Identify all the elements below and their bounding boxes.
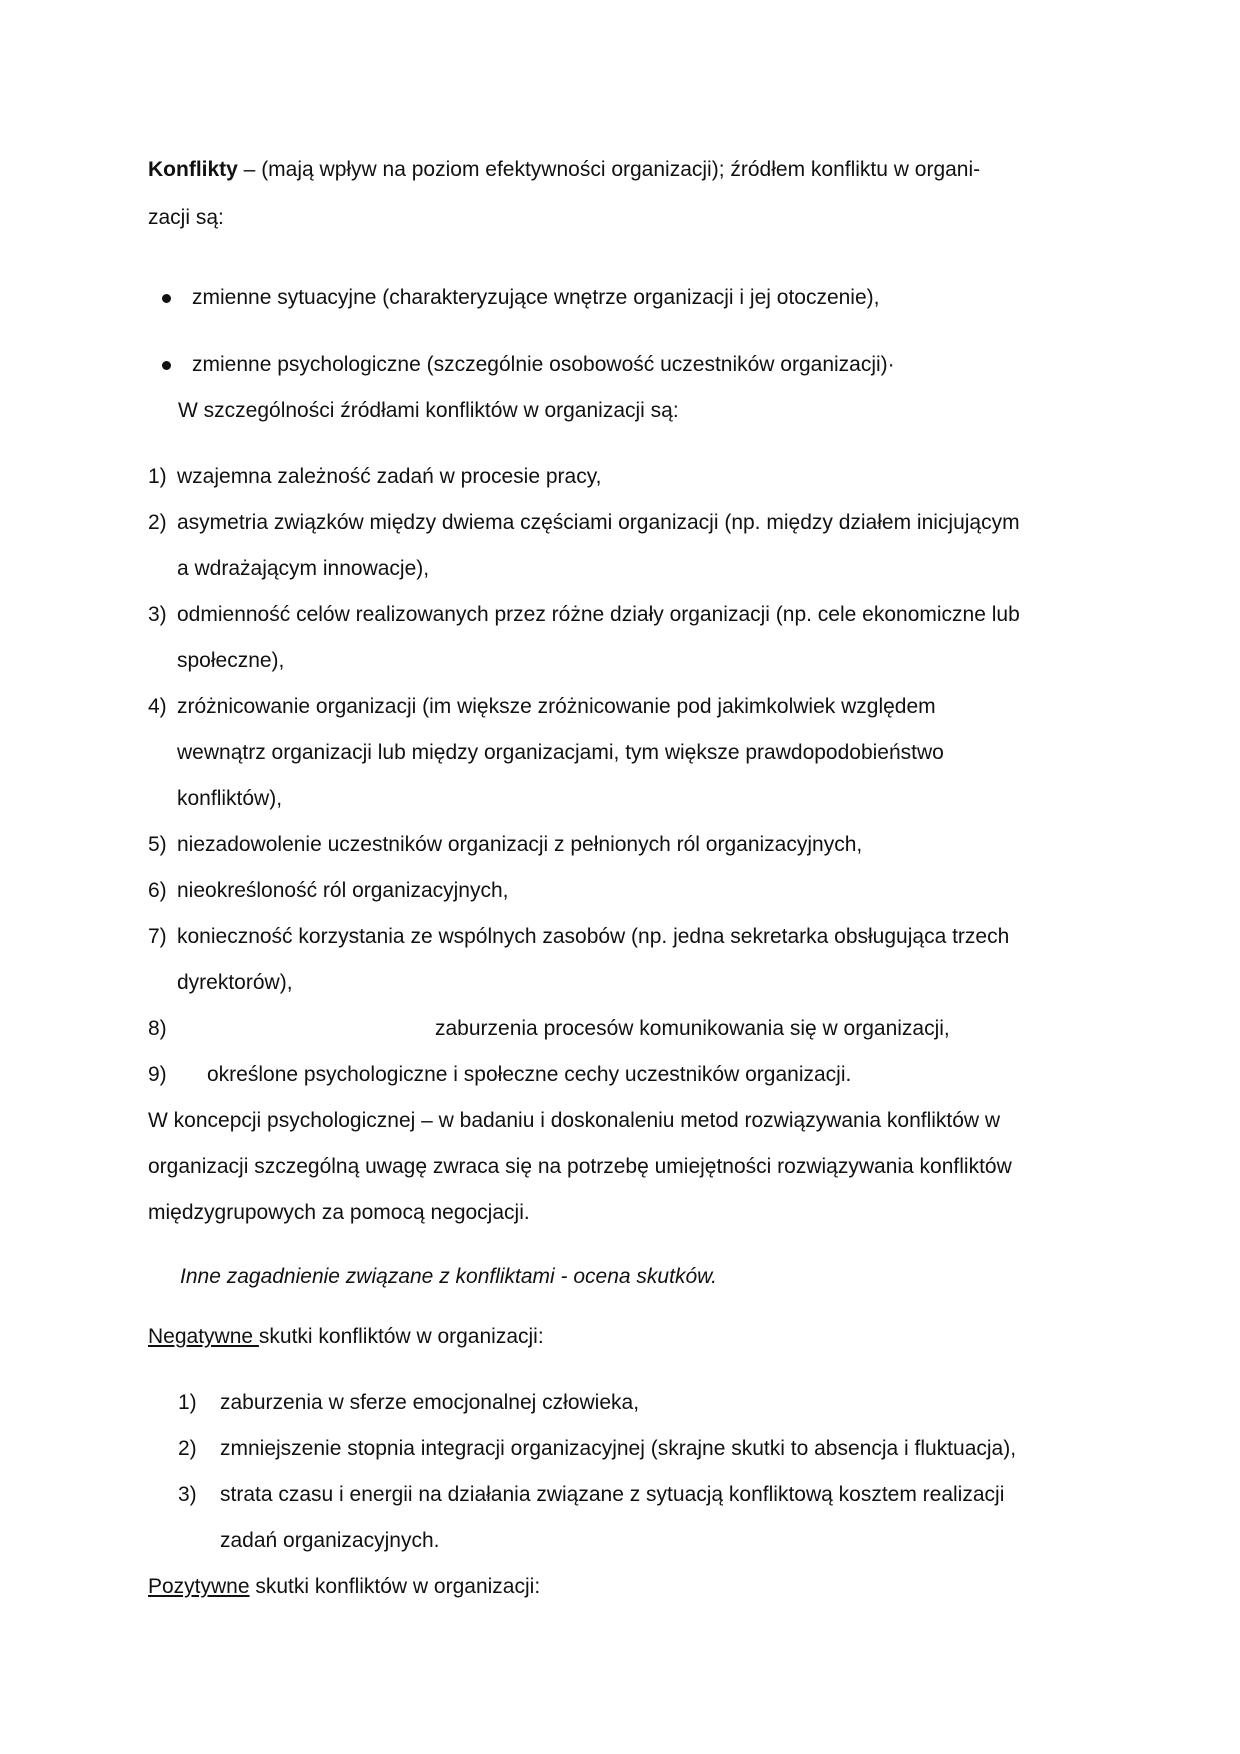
source-9-line-1: określone psychologiczne i społeczne cechy uczestników organizacji. [207,1063,852,1086]
source-num-7: 7) [148,925,167,948]
psych-line-1: W koncepcji psychologicznej – w badaniu i doskonaleniu metod rozwiązywania konfliktów w [148,1109,1001,1132]
source-6-line-1: nieokreśloność ról organizacyjnych, [177,879,509,902]
source-4-line-1: zróżnicowanie organizacji (im większe zróżnicowanie pod jakimkolwiek względem [177,695,936,718]
psych-line-3: międzygrupowych za pomocą negocjacji. [148,1201,530,1224]
negative-1-line-1: zaburzenia w sferze emocjonalnej człowieka, [220,1391,640,1414]
source-num-3: 3) [148,603,167,626]
source-2-line-2: a wdrażającym innowacje), [177,557,430,580]
negative-heading [148,1322,544,1352]
bullet-item-2: zmienne psychologiczne (szczególnie osobowość uczestników organizacji)· [192,353,895,376]
source-num-4: 4) [148,695,167,718]
bullet-item-1: zmienne sytuacyjne (charakteryzujące wnętrze organizacji i jej otoczenie), [192,286,880,309]
positive-rest: skutki konfliktów w organizacji: [249,1575,541,1598]
negative-num-2: 2) [178,1437,197,1460]
source-7-line-1: konieczność korzystania ze wspólnych zasobów (np. jedna sekretarka obsługująca trzech [177,925,1010,948]
source-num-2: 2) [148,511,167,534]
source-8-line-1: zaburzenia procesów komunikowania się w organizacji, [435,1017,950,1040]
negative-num-3: 3) [178,1483,197,1506]
source-num-5: 5) [148,833,167,856]
source-5-line-1: niezadowolenie uczestników organizacji z pełnionych ról organizacyjnych, [177,833,863,856]
source-num-8: 8) [148,1017,167,1040]
intro-line-1 [148,155,980,185]
source-num-6: 6) [148,879,167,902]
other-issue: Inne zagadnienie związane z konfliktami - ocena skutków. [180,1265,717,1288]
negative-3-line-1: strata czasu i energii na działania związane z sytuacją konfliktową kosztem realizacji [220,1483,1005,1506]
psych-line-2: organizacji szczególną uwagę zwraca się na potrzebę umiejętności rozwiązywania konfliktów [148,1155,1012,1178]
positive-heading [148,1572,540,1602]
bullet-dot-1 [162,294,171,303]
intro-line-1-rest: – (mają wpływ na poziom efektywności organizacji); źródłem konfliktu w organi- [237,158,981,181]
intro-term: Konflikty [148,158,238,181]
bullet-dot-2 [162,361,171,370]
source-num-1: 1) [148,465,167,488]
intro-line-2: zacji są: [148,206,224,229]
negative-rest: skutki konfliktów w organizacji: [258,1325,544,1348]
sources-heading: W szczególności źródłami konfliktów w organizacji są: [178,399,679,422]
source-1-line-1: wzajemna zależność zadań w procesie pracy, [177,465,602,488]
negative-3-line-2: zadań organizacyjnych. [220,1529,440,1552]
negative-num-1: 1) [178,1391,197,1414]
source-3-line-2: społeczne), [177,649,285,672]
source-7-line-2: dyrektorów), [177,971,293,994]
source-4-line-3: konfliktów), [177,787,283,810]
positive-label: Pozytywne [148,1575,250,1598]
source-4-line-2: wewnątrz organizacji lub między organizacjami, tym większe prawdopodobieństwo [177,741,944,764]
source-3-line-1: odmienność celów realizowanych przez różne działy organizacji (np. cele ekonomiczne lub [177,603,1020,626]
source-2-line-1: asymetria związków między dwiema częściami organizacji (np. między działem inicjującym [177,511,1020,534]
source-num-9: 9) [148,1063,167,1086]
negative-2-line-1: zmniejszenie stopnia integracji organizacyjnej (skrajne skutki to absencja i fluktuacja), [220,1437,1017,1460]
negative-label: Negatywne [148,1325,259,1348]
